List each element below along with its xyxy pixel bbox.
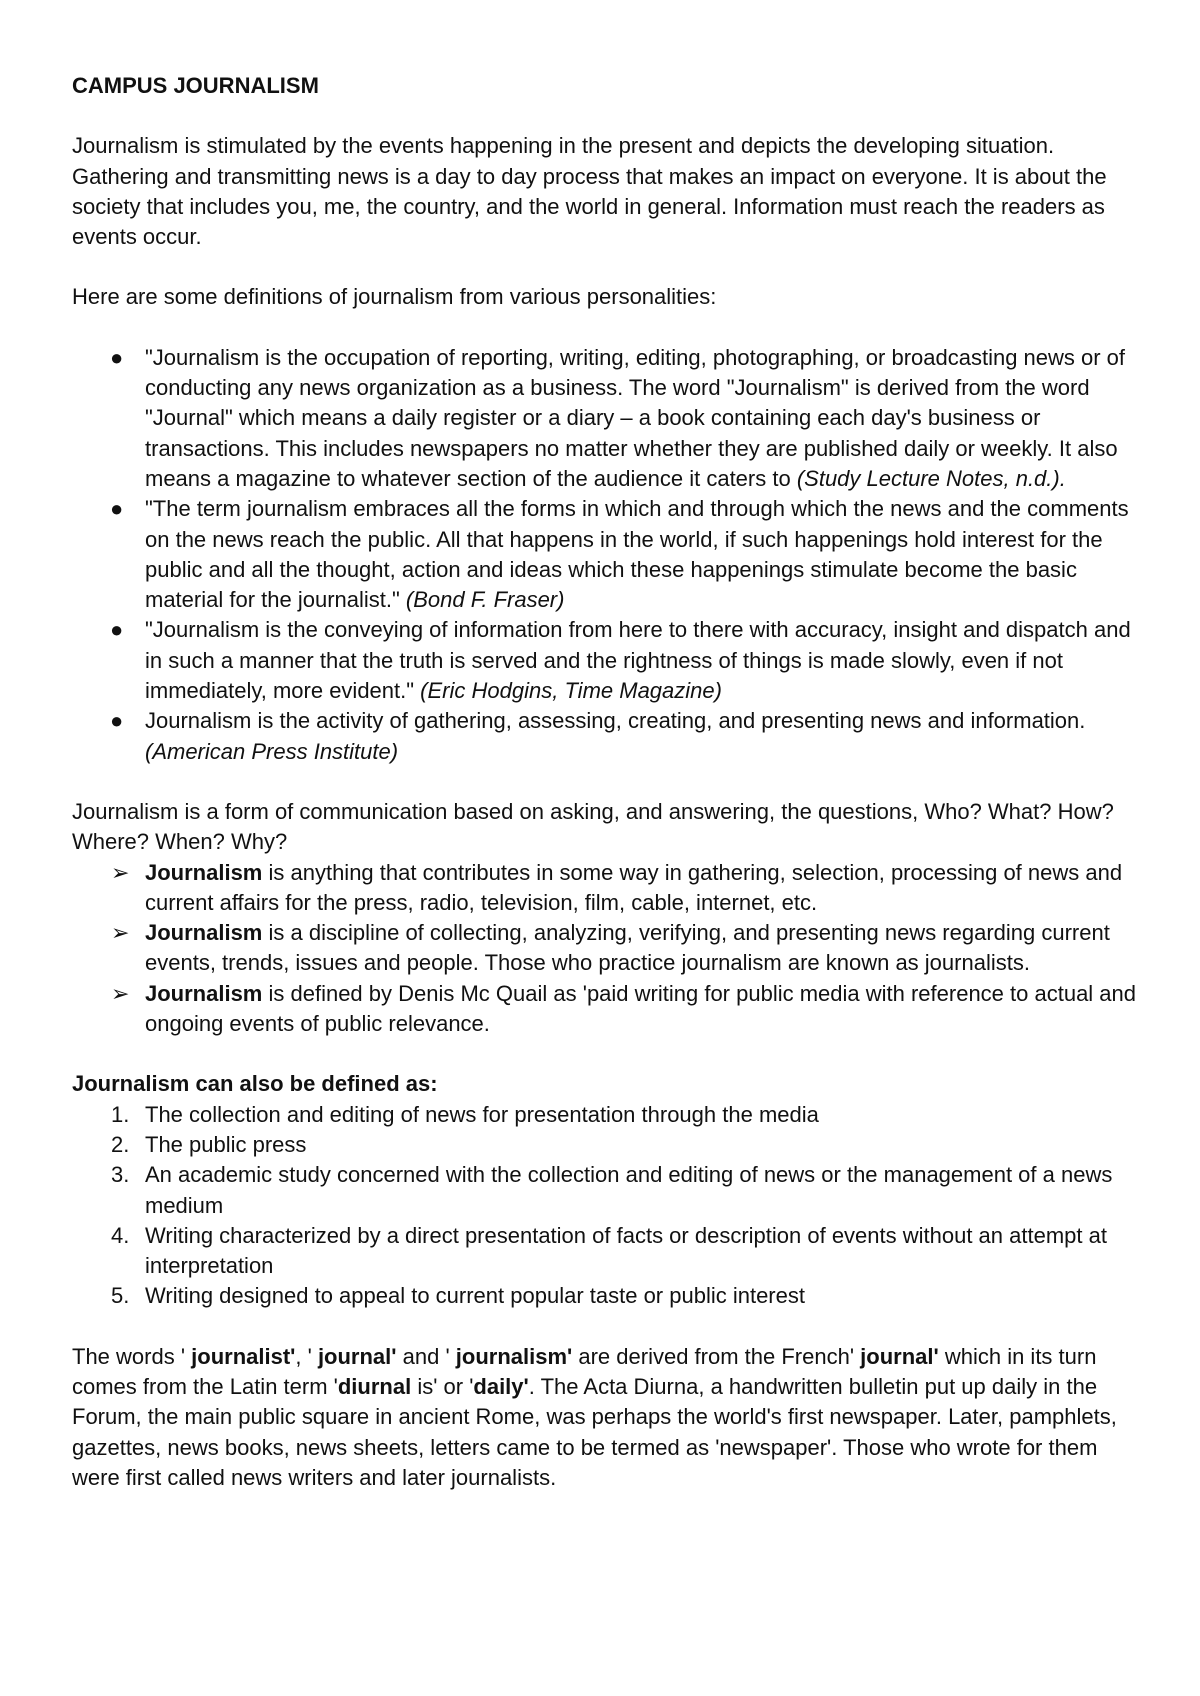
arrow-item-text: is a discipline of collecting, analyzing, verifying, and presenting news regarding current events, trends, issues and people. Those who practice journalism are known as journalists. bbox=[145, 920, 1110, 976]
item-number: 2. bbox=[111, 1131, 130, 1157]
etymology-term: journalism' bbox=[455, 1343, 573, 1369]
definition-citation: (Study Lecture Notes, n.d.). bbox=[796, 465, 1066, 491]
arrow-list bbox=[72, 858, 1147, 1040]
etymology-text: and ' bbox=[396, 1343, 456, 1369]
definitions-list bbox=[72, 343, 1147, 767]
definition-citation: (Eric Hodgins, Time Magazine) bbox=[420, 678, 722, 704]
bullet-icon: ● bbox=[110, 708, 124, 734]
definition-text: Journalism is the activity of gathering, assessing, creating, and presenting news and information. bbox=[145, 708, 1086, 734]
etymology-text: are derived from the French' bbox=[572, 1343, 861, 1369]
arrow-item bbox=[72, 918, 1147, 979]
numbered-item-text: Writing designed to appeal to current popular taste or public interest bbox=[145, 1283, 805, 1309]
numbered-item bbox=[72, 1130, 1147, 1160]
numbered-item bbox=[72, 1221, 1147, 1282]
item-number: 4. bbox=[111, 1222, 130, 1248]
spacer bbox=[72, 1039, 1147, 1069]
spacer bbox=[72, 313, 1147, 343]
arrow-bullet-icon: ➢ bbox=[111, 980, 130, 1006]
etymology-paragraph bbox=[72, 1342, 1147, 1493]
etymology-text: The words ' bbox=[72, 1343, 192, 1369]
definition-text: "Journalism is the occupation of reporting, writing, editing, photographing, or broadcasting news or of conducting any news organization as a business. The word "Journalism" is derived from the word "Journal" which means a daily register or a diary – a book containing each day's business or transactions. This includes newspapers no matter whether they are published daily or weekly. It also means a magazine to whatever section of the audience it caters to bbox=[145, 344, 1126, 491]
numbered-item bbox=[72, 1160, 1147, 1221]
spacer bbox=[72, 767, 1147, 797]
definition-citation: (American Press Institute) bbox=[145, 738, 399, 764]
bullet-icon: ● bbox=[110, 617, 124, 643]
definitions-lead: Here are some definitions of journalism from various personalities: bbox=[72, 284, 717, 310]
etymology-term: journal' bbox=[860, 1343, 939, 1369]
also-defined-heading: Journalism can also be defined as: bbox=[72, 1071, 438, 1097]
arrow-item-term: Journalism bbox=[145, 859, 263, 885]
numbered-list bbox=[72, 1100, 1147, 1312]
numbered-item-text: The collection and editing of news for presentation through the media bbox=[145, 1101, 819, 1127]
etymology-term: daily' bbox=[473, 1373, 529, 1399]
definition-text: "The term journalism embraces all the forms in which and through which the news and the comments on the news reach the public. All that happens in the world, if such happenings hold interest for the public and all the thought, action and ideas which these happenings stimulate become the basic material for the journalist." bbox=[145, 496, 1129, 613]
numbered-item-text: The public press bbox=[145, 1131, 307, 1157]
bullet-icon: ● bbox=[110, 344, 124, 370]
arrow-bullet-icon: ➢ bbox=[111, 859, 130, 885]
arrow-bullet-icon: ➢ bbox=[111, 920, 130, 946]
arrow-item-term: Journalism bbox=[145, 920, 263, 946]
etymology-text: , ' bbox=[295, 1343, 318, 1369]
arrow-item bbox=[72, 979, 1147, 1040]
item-number: 3. bbox=[111, 1162, 130, 1188]
numbered-item-text: An academic study concerned with the collection and editing of news or the management of a news medium bbox=[145, 1162, 1113, 1218]
spacer bbox=[72, 252, 1147, 282]
item-number: 1. bbox=[111, 1101, 130, 1127]
spacer bbox=[72, 1312, 1147, 1342]
arrow-item-text: is defined by Denis Mc Quail as 'paid writing for public media with reference to actual and ongoing events of public relevance. bbox=[145, 980, 1137, 1037]
etymology-term: journalist' bbox=[191, 1343, 296, 1369]
numbered-item-text: Writing characterized by a direct presentation of facts or description of events without an attempt at interpretation bbox=[145, 1222, 1107, 1279]
definition-item bbox=[72, 494, 1147, 615]
questions-paragraph: Journalism is a form of communication based on asking, and answering, the questions, Who? What? How? Where? When? Why? bbox=[72, 798, 1114, 855]
bullet-icon: ● bbox=[110, 496, 124, 522]
definition-citation: (Bond F. Fraser) bbox=[405, 587, 565, 613]
etymology-term: diurnal bbox=[337, 1373, 412, 1399]
definition-item bbox=[72, 706, 1147, 767]
document-page bbox=[72, 71, 1147, 1493]
etymology-text: which in its turn comes from the Latin term ' bbox=[72, 1343, 1097, 1399]
arrow-item-text: is anything that contributes in some way in gathering, selection, processing of news and current affairs for the press, radio, television, film, cable, internet, etc. bbox=[145, 859, 1123, 915]
spacer bbox=[72, 101, 1147, 131]
document-title: CAMPUS JOURNALISM bbox=[72, 73, 319, 98]
etymology-text: is' or ' bbox=[411, 1373, 474, 1399]
etymology-term: journal' bbox=[317, 1343, 397, 1369]
numbered-item bbox=[72, 1281, 1147, 1311]
arrow-item-term: Journalism bbox=[145, 980, 263, 1006]
item-number: 5. bbox=[111, 1283, 130, 1309]
numbered-item bbox=[72, 1100, 1147, 1130]
intro-paragraph: Journalism is stimulated by the events happening in the present and depicts the developing situation. Gathering and transmitting news is a day to day process that makes an impact on everyone. It is about the society that includes you, me, the country, and the world in general. Information must reach the readers as events occur. bbox=[72, 133, 1107, 250]
definition-item bbox=[72, 343, 1147, 494]
arrow-item bbox=[72, 858, 1147, 919]
etymology-text: . The Acta Diurna, a handwritten bulletin put up daily in the Forum, the main public square in ancient Rome, was perhaps the world's first newspaper. Later, pamphlets, gazettes, news books, news sheets, letters came to be termed as 'newspaper'. Those who wrote for them were first called news writers and later journalists. bbox=[72, 1373, 1117, 1490]
definition-item bbox=[72, 615, 1147, 706]
definition-text: "Journalism is the conveying of information from here to there with accuracy, insight and dispatch and in such a manner that the truth is served and the rightness of things is made slowly, even if not immediately, more evident." bbox=[145, 617, 1131, 704]
